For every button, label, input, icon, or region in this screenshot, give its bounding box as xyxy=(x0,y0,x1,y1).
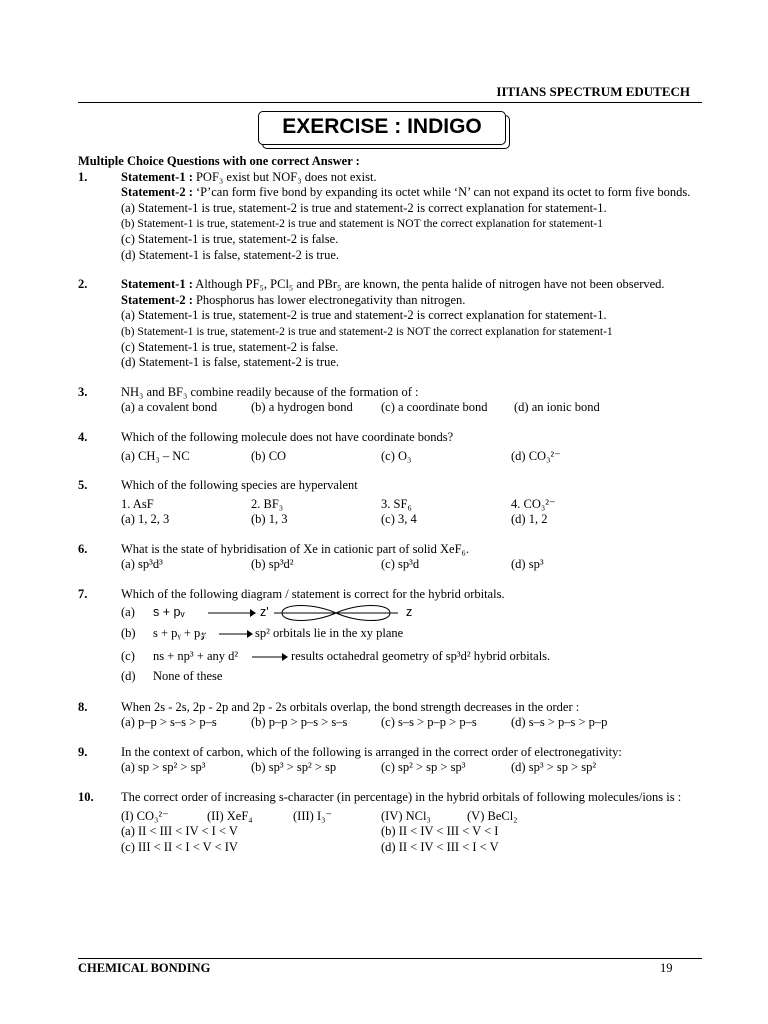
section-heading: Multiple Choice Questions with one correct Answer : xyxy=(78,154,360,168)
orbital-lobes-icon xyxy=(274,602,398,624)
option-a-label: (a) xyxy=(121,605,135,620)
header-rule xyxy=(78,102,702,103)
option-b: (b) II < IV < III < V < I xyxy=(381,824,499,839)
statement-2-label: Statement-2 : xyxy=(121,185,193,200)
option-d-text: None of these xyxy=(153,669,223,684)
option-b: (b) a hydrogen bond xyxy=(251,400,353,415)
option-c: (c) sp² > sp > sp³ xyxy=(381,760,466,775)
question-number: 7. xyxy=(78,587,88,602)
option-b: (b) 1, 3 xyxy=(251,512,288,527)
option-d: (d) CO₃²⁻ xyxy=(511,448,561,463)
option-b: (b) p–p > p–s > s–s xyxy=(251,715,348,730)
question-text: Which of the following molecule does not have coordinate bonds? xyxy=(121,429,454,444)
option-c: (c) Statement-1 is true, statement-2 is false. xyxy=(121,231,339,246)
option-d-statement xyxy=(121,669,692,686)
option-d: (d) Statement-1 is false, statement-2 is true. xyxy=(121,247,339,262)
question-number: 10. xyxy=(78,790,94,805)
axis-z-prime: z' xyxy=(260,605,269,620)
option-c-label: (c) xyxy=(121,648,135,663)
statement-1-text: POF₃ exist but NOF₃ does not exist. xyxy=(195,169,377,184)
option-b: (b) CO xyxy=(251,448,287,463)
option-c: (c) III < II < I < V < IV xyxy=(121,839,238,854)
question-text: What is the state of hybridisation of Xe in cationic part of solid XeF₆. xyxy=(121,541,470,556)
question-8 xyxy=(78,700,692,731)
statement-2-text: Phosphorus has lower electronegativity than nitrogen. xyxy=(195,292,466,307)
question-4 xyxy=(78,430,692,464)
question-number: 5. xyxy=(78,478,88,493)
statement-1-label: Statement-1 : xyxy=(121,169,193,184)
option-a: (a) sp³d³ xyxy=(121,557,163,572)
option-a: (a) sp > sp² > sp³ xyxy=(121,760,206,775)
item-1: 1. AsF xyxy=(121,496,154,511)
option-c: (c) s–s > p–p > p–s xyxy=(381,715,477,730)
question-number: 3. xyxy=(78,384,88,399)
option-d: (d) 1, 2 xyxy=(511,512,548,527)
question-1 xyxy=(78,170,692,264)
arrow-icon xyxy=(208,607,256,619)
option-b: (b) Statement-1 is true, statement-2 is true and statement is NOT the correct explanation for statement-1 xyxy=(121,217,604,231)
option-b-text: sp² orbitals lie in the xy plane xyxy=(255,626,404,641)
option-c: (c) 3, 4 xyxy=(381,512,417,527)
item-4: (IV) NCl₃ xyxy=(381,808,431,823)
option-a: (a) a covalent bond xyxy=(121,400,218,415)
question-5 xyxy=(78,478,692,528)
question-2 xyxy=(78,277,692,371)
item-2: 2. BF₃ xyxy=(251,496,284,511)
question-10 xyxy=(78,790,692,855)
question-9 xyxy=(78,745,692,776)
page-number: 19 xyxy=(660,961,673,975)
question-6 xyxy=(78,542,692,573)
option-c-text: results octahedral geometry of sp³d² hybrid orbitals. xyxy=(291,648,551,663)
statement-1-text: Although PF₅, PCl₅ and PBr₅ are known, the penta halide of nitrogen have not been observed. xyxy=(195,277,665,292)
option-c-expression: ns + np³ + any d² xyxy=(153,648,239,663)
option-b-expression: s + pᵧ + p𝓏 xyxy=(153,626,207,641)
question-text: When 2s - 2s, 2p - 2p and 2p - 2s orbitals overlap, the bond strength decreases in the order : xyxy=(121,699,580,714)
publisher-header: IITIANS SPECTRUM EDUTECH xyxy=(496,84,690,99)
title-box xyxy=(258,111,506,145)
option-c: (c) sp³d xyxy=(381,557,420,572)
option-a-diagram xyxy=(121,603,692,624)
option-c: (c) Statement-1 is true, statement-2 is false. xyxy=(121,339,339,354)
item-3: (III) I₃⁻ xyxy=(293,808,333,823)
question-3 xyxy=(78,385,692,416)
question-list xyxy=(78,154,692,855)
question-7 xyxy=(78,587,692,686)
question-number: 8. xyxy=(78,699,88,714)
option-b: (b) Statement-1 is true, statement-2 is true and statement-2 is NOT the correct explanation for statement-1 xyxy=(121,324,613,338)
option-a: (a) 1, 2, 3 xyxy=(121,512,170,527)
option-a: (a) Statement-1 is true, statement-2 is true and statement-2 is correct explanation for statement-1. xyxy=(121,200,607,215)
question-number: 9. xyxy=(78,744,88,759)
option-a: (a) II < III < IV < I < V xyxy=(121,824,238,839)
item-2: (II) XeF₄ xyxy=(207,808,253,823)
item-4: 4. CO₃²⁻ xyxy=(511,496,556,511)
question-number: 2. xyxy=(78,277,88,292)
option-d-label: (d) xyxy=(121,669,136,684)
option-b: (b) sp³ > sp² > sp xyxy=(251,760,337,775)
statement-2-label: Statement-2 : xyxy=(121,292,193,307)
option-d: (d) an ionic bond xyxy=(514,400,600,415)
option-d: (d) Statement-1 is false, statement-2 is true. xyxy=(121,355,339,370)
arrow-icon xyxy=(252,651,288,663)
question-text: NH₃ and BF₃ combine readily because of the formation of : xyxy=(121,384,419,399)
item-3: 3. SF₆ xyxy=(381,496,412,511)
option-c: (c) a coordinate bond xyxy=(381,400,488,415)
question-text: In the context of carbon, which of the following is arranged in the correct order of electronegativity: xyxy=(121,744,622,759)
option-c: (c) O₃ xyxy=(381,448,412,463)
option-d: (d) sp³ xyxy=(511,557,544,572)
option-d: (d) sp³ > sp > sp² xyxy=(511,760,597,775)
arrow-icon xyxy=(219,628,253,640)
exercise-title: EXERCISE : INDIGO xyxy=(282,115,482,138)
axis-z: z xyxy=(406,605,413,620)
question-number: 1. xyxy=(78,169,88,184)
option-b-statement xyxy=(121,624,692,645)
question-text: Which of the following diagram / statement is correct for the hybrid orbitals. xyxy=(121,587,505,602)
option-b-label: (b) xyxy=(121,626,136,641)
statement-1-label: Statement-1 : xyxy=(121,277,193,292)
option-c-statement xyxy=(121,645,692,669)
option-a: (a) CH₃ – NC xyxy=(121,448,190,463)
option-a: (a) p–p > s–s > p–s xyxy=(121,715,217,730)
item-1: (I) CO₃²⁻ xyxy=(121,808,169,823)
option-a-expression: s + pᵥ xyxy=(153,605,185,620)
question-text: The correct order of increasing s-character (in percentage) in the hybrid orbitals of following molecules/ions is : xyxy=(121,790,682,805)
footer-rule xyxy=(78,958,702,959)
option-b: (b) sp³d² xyxy=(251,557,294,572)
question-text: Which of the following species are hypervalent xyxy=(121,478,358,493)
question-number: 6. xyxy=(78,541,88,556)
option-a: (a) Statement-1 is true, statement-2 is true and statement-2 is correct explanation for statement-1. xyxy=(121,308,607,323)
option-d: (d) II < IV < III < I < V xyxy=(381,839,499,854)
statement-2-text: ‘P’can form five bond by expanding its octet while ‘N’ can not expand its octet to form five bonds. xyxy=(195,185,691,200)
question-number: 4. xyxy=(78,429,88,444)
chapter-name: CHEMICAL BONDING xyxy=(78,961,211,975)
option-d: (d) s–s > p–s > p–p xyxy=(511,715,608,730)
item-5: (V) BeCl₂ xyxy=(467,808,518,823)
